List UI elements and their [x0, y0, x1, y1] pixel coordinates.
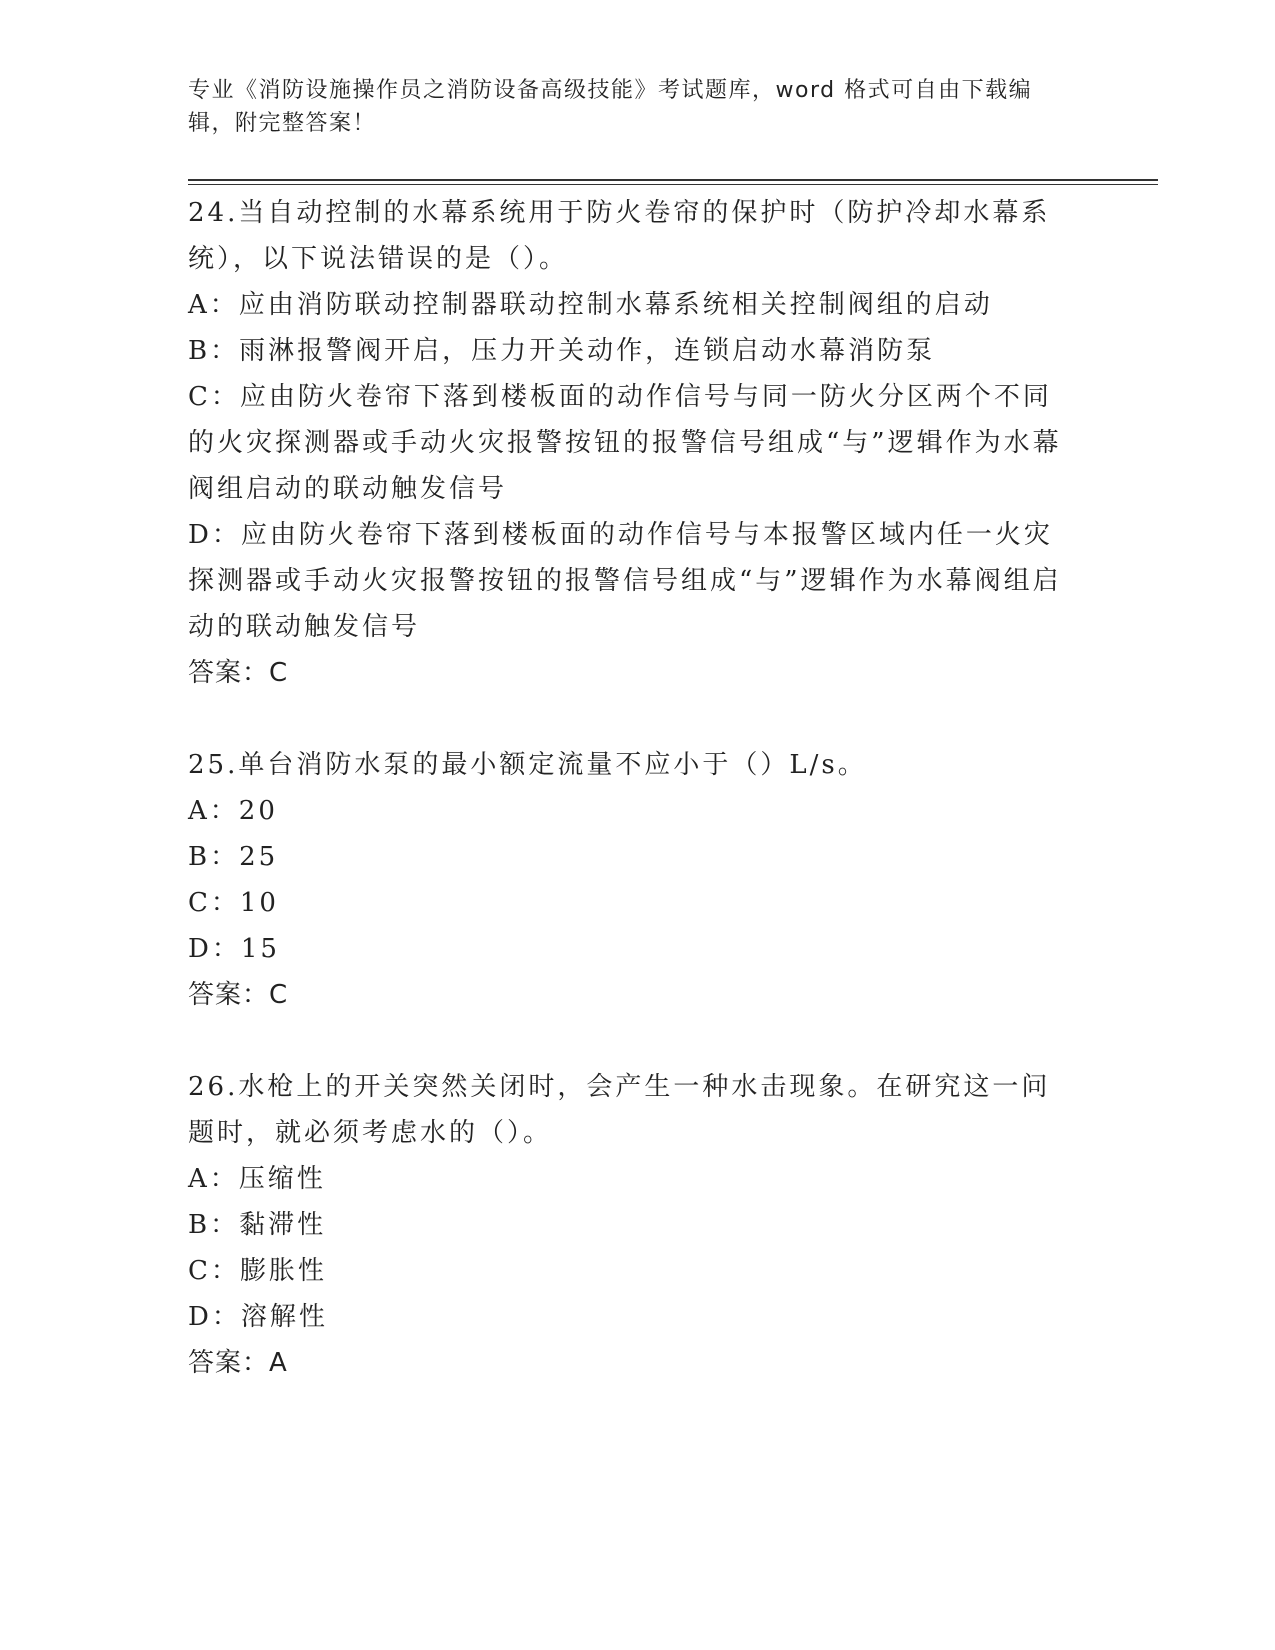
question-list: [188, 190, 1078, 1386]
header-divider-thick: [188, 179, 1158, 181]
answer-line: 答案：C: [188, 658, 289, 688]
question-26: [188, 1064, 1078, 1386]
option-d: D：溶解性: [188, 1302, 328, 1332]
option-c: C：膨胀性: [188, 1256, 327, 1286]
document-header: 专业《消防设施操作员之消防设备高级技能》考试题库，word 格式可自由下载编辑，附完整答案！: [188, 78, 1033, 136]
option-a: A：20: [188, 796, 278, 826]
option-a: A：应由消防联动控制器联动控制水幕系统相关控制阀组的启动: [188, 290, 993, 320]
option-b: B：25: [188, 842, 279, 872]
question-stem: 24.当自动控制的水幕系统用于防火卷帘的保护时（防护冷却水幕系统），以下说法错误的是（）。: [188, 198, 1051, 274]
question-24: [188, 190, 1078, 696]
question-stem: 26.水枪上的开关突然关闭时，会产生一种水击现象。在研究这一问题时，就必须考虑水的（）。: [188, 1072, 1051, 1148]
option-d: D：应由防火卷帘下落到楼板面的动作信号与本报警区域内任一火灾探测器或手动火灾报警按钮的报警信号组成“与”逻辑作为水幕阀组启动的联动触发信号: [188, 520, 1062, 642]
answer-line: 答案：A: [188, 1348, 288, 1378]
option-b: B：雨淋报警阀开启，压力开关动作，连锁启动水幕消防泵: [188, 336, 936, 366]
option-a: A：压缩性: [188, 1164, 326, 1194]
answer-line: 答案：C: [188, 980, 289, 1010]
option-c: C：10: [188, 888, 279, 918]
option-d: D：15: [188, 934, 280, 964]
header-divider-thin: [188, 184, 1158, 185]
question-25: [188, 742, 1078, 1018]
question-stem: 25.单台消防水泵的最小额定流量不应小于（）L/s。: [188, 750, 867, 780]
question-spacer: [188, 1018, 1078, 1064]
option-c: C：应由防火卷帘下落到楼板面的动作信号与同一防火分区两个不同的火灾探测器或手动火灾报警按钮的报警信号组成“与”逻辑作为水幕阀组启动的联动触发信号: [188, 382, 1062, 504]
question-spacer: [188, 696, 1078, 742]
option-b: B：黏滞性: [188, 1210, 327, 1240]
